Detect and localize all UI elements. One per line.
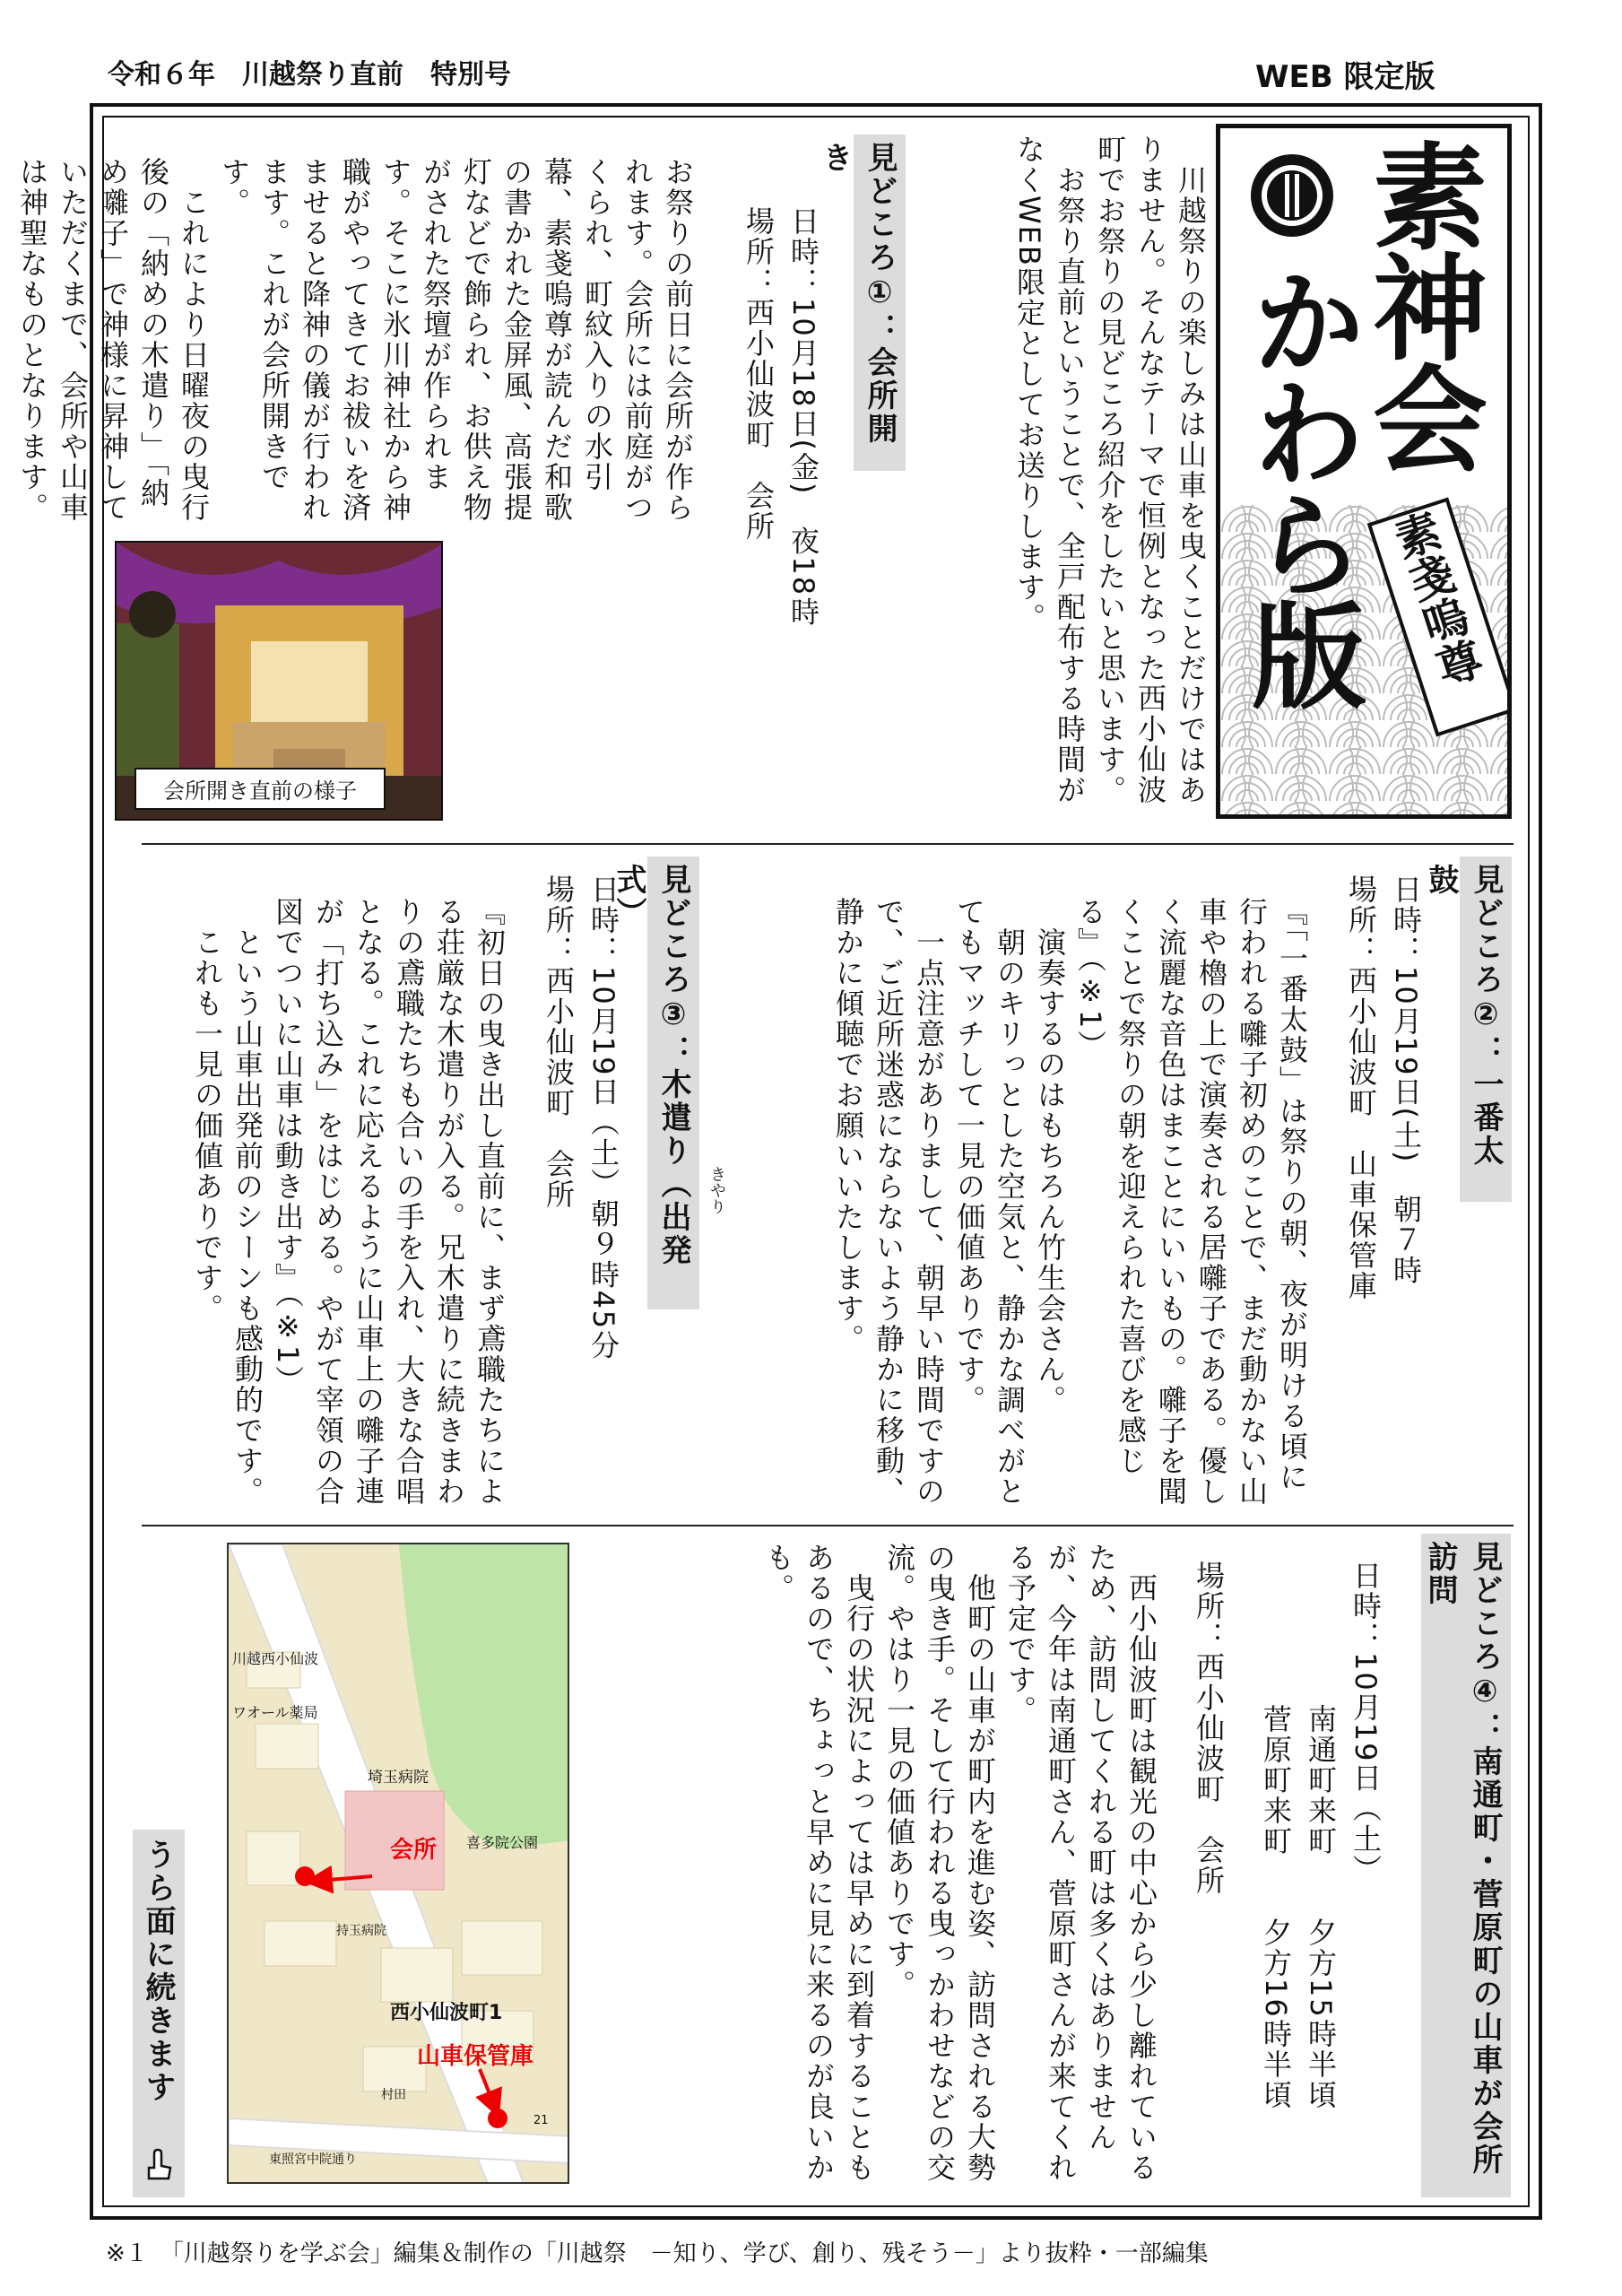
map-label-station: 川越西小仙波 (232, 1650, 319, 1667)
kaisho-photo (115, 541, 443, 821)
s4-place: 場所：西小仙波町 会所 (1192, 1561, 1226, 1896)
map-label-district: 西小仙波町1 (390, 2002, 503, 2024)
map-label-murata: 村田 (381, 2088, 406, 2102)
map-label-park: 喜多院公園 (466, 1834, 539, 1851)
area-map (227, 1543, 569, 2184)
map-label-store: ワオール薬局 (232, 1704, 318, 1721)
map-label-road: 東照宮中院通り (269, 2152, 357, 2167)
s2-place: 場所：西小仙波町 山車保管庫 (1344, 874, 1378, 1301)
masthead-title-2: かわら版 (1232, 263, 1366, 708)
s3-body: 『初日の曳き出し直前に、まず鳶職たちによる荘厳な木遣りが入る。兄木遣りに続きまわりの鳶職たちも合いの手を入れ、大きな合唱となる。これに応えるように山車上の囃子連が「打ち込み」をはじめる。やがて宰領の合図でついに山車は動き出す』（※1） という山車出発前のシーンも感動的です。 これも一見の価値ありです。 (190, 897, 507, 1507)
divider-middle (142, 1525, 1514, 1526)
continue-text: うら面に続きます (140, 1839, 176, 2104)
edition-label: WEB 限定版 (1255, 59, 1436, 95)
footnote: ※１ 「川越祭りを学ぶ会」編集＆制作の「川越祭 －知り、学び、創り、残そう－」より抜粋・一部編集 (106, 2240, 1209, 2267)
s3-date: 日時：10月19日（土）朝９時45分 (586, 874, 620, 1361)
masthead-title-1: 素神会 (1353, 137, 1488, 471)
s4-visit-2: 菅原町来町 夕方16時半頃 (1259, 1704, 1293, 2110)
map-label-kaisho: 会所 (390, 1837, 438, 1864)
s1-body-a: お祭りの前日に会所が作られます。会所には前庭がつくられ、町紋入りの水引幕、素戔嗚尊が読んだ和歌の書かれた金屏風、高張提灯などで飾られ、お供え物がされた祭壇が作られます。そこに氷川神社から神職がやってきてお祓いを済ませると降神の儀が行われます。これが会所開きです。 これにより日曜夜の曳行後の「納めの木遣り」「納め囃子」で神様に昇神していただくまで、会所や山車は神聖なものとなります。 (15, 157, 695, 523)
masthead (1216, 124, 1512, 819)
s3-place: 場所：西小仙波町 会所 (542, 874, 576, 1210)
continue-box (133, 1830, 185, 2197)
intro-text: 川越祭りの楽しみは山車を曳くことだけではありません。そんなテーマで恒例となった西小仙波町でお祭りの見どころ紹介をしたいと思います。 お祭り直前ということで、全戸配布する時間がなくWEB限定としてお送りします。 (1012, 135, 1208, 805)
s2-heading: 見どころ②：一番太鼓 (1460, 857, 1512, 1202)
s1-date: 日時：10月18日(金) 夜18時 (786, 206, 820, 628)
emblem-icon (1247, 151, 1337, 240)
s4-visit-1: 南通町来町 夕方15時半頃 (1304, 1704, 1338, 2110)
photo-caption: 会所開き直前の様子 (134, 768, 386, 810)
s4-heading: 見どころ④：南通町・菅原町の山車が会所訪問 (1421, 1534, 1511, 2197)
s2-date: 日時：10月19日(土) 朝７時 (1389, 874, 1423, 1286)
s4-date: 日時：10月19日（土） (1349, 1561, 1383, 1885)
map-label-hospital: 埼玉病院 (368, 1769, 429, 1787)
s3-ruby: きやり (707, 1166, 726, 1214)
divider-top (142, 843, 1514, 845)
s2-body: 『「一番太鼓」は祭りの朝、夜が明ける頃に行われる囃子初めのことで、まだ動かない山車や櫓の上で演奏される居囃子である。優しく流麗な音色はまことにいいもの。囃子を聞くことで祭りの朝を迎えられた喜びを感じる』（※1） 演奏するのはもちろん竹生会さん。 朝のキリっとした空気と、静かな調べがとてもマッチして一見の価値ありです。 一点注意がありまして、朝早い時間ですので、ご近所迷惑にならないよう静かに移動、静かに傾聴でお願いいたします。 (831, 897, 1309, 1507)
issue-label: 令和６年 川越祭り直前 特別号 (108, 59, 511, 91)
pointing-hand-icon (142, 2148, 178, 2184)
map-label-number: 21 (533, 2114, 549, 2127)
map-label-clinic: 持玉病院 (336, 1924, 386, 1938)
s3-heading: 見どころ③：木遣り（出発式） (647, 857, 699, 1309)
s1-heading: 見どころ①：会所開き (854, 135, 906, 471)
seal-text: 素戔嗚尊 (1383, 506, 1489, 693)
s1-place: 場所：西小仙波町 会所 (742, 206, 776, 542)
s4-body: 西小仙波町は観光の中心から少し離れているため、訪問してくれる町は多くはありませんが、今年は南通町さん、菅原町さんが来てくれる予定です。 他町の山車が町内を進む姿、訪問される大勢の曳き手。そして行われる曳っかわせなどの交流。やはり一見の価値ありです。 曳行の状況によっては早めに到着することもあるので、ちょっと早めに見に来るのが良いかも。 (761, 1543, 1158, 2183)
map-label-garage: 山車保管庫 (417, 2043, 534, 2070)
